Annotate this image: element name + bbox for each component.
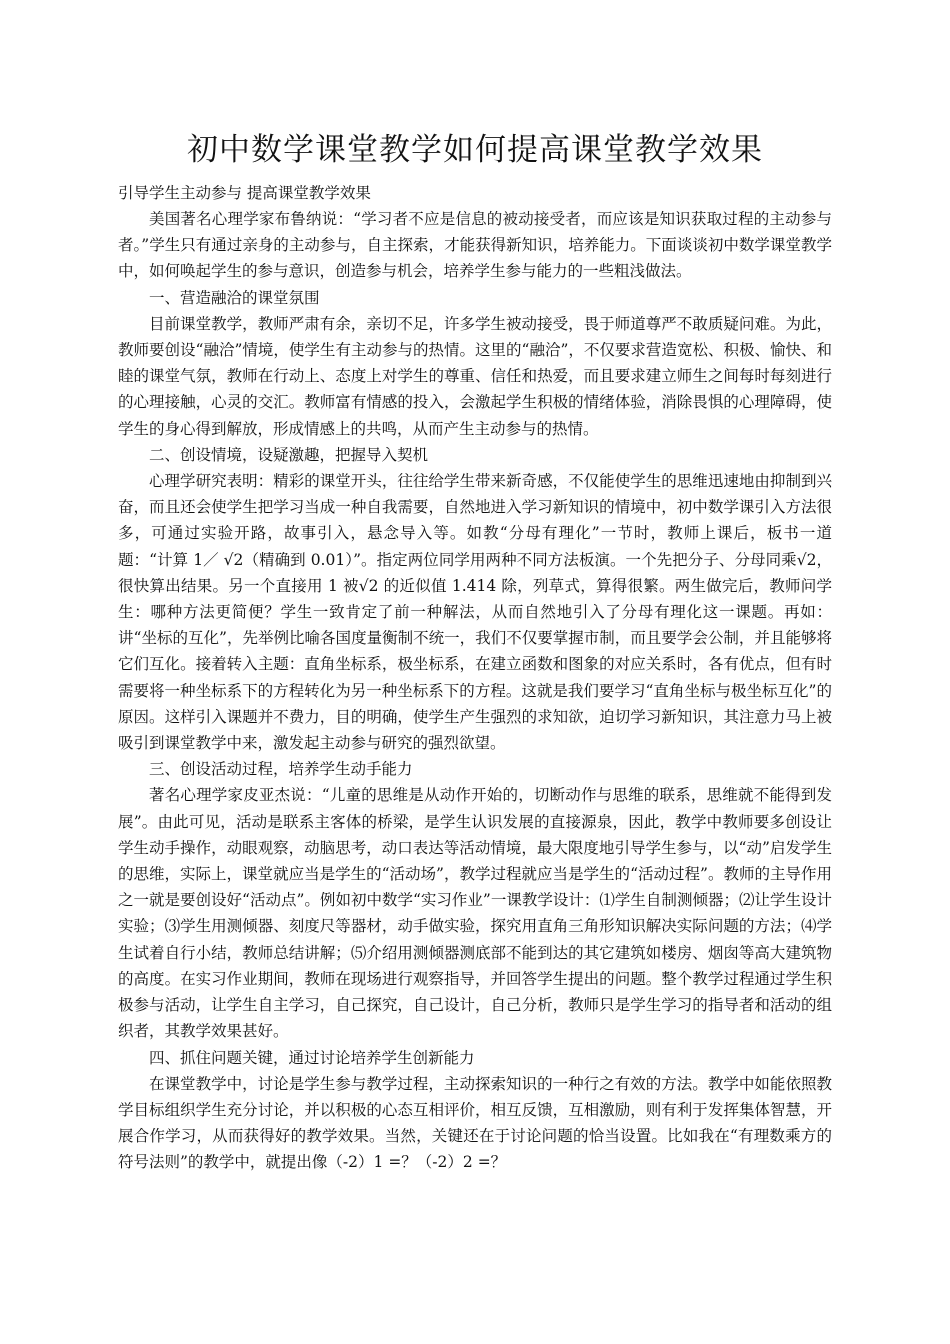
section-1-heading: 一、营造融洽的课堂氛围	[149, 288, 320, 307]
section-1-paragraph: 目前课堂教学，教师严肃有余，亲切不足，许多学生被动接受，畏于师道尊严不敢质疑问难。为此，教师要创设“融洽”情境，使学生有主动参与的热情。这里的“融洽”，不仅要求营造宽松、积极、愉快、和睦的课堂气氛，教师在行动上、态度上对学生的尊重、信任和热爱，而且要求建立师生之间每时每刻进行的心理接触，心灵的交汇。教师富有情感的投入，会激起学生积极的情绪体验，消除畏惧的心理障碍，使学生的身心得到解放，形成情感上的共鸣，从而产生主动参与的热情。	[118, 314, 832, 438]
document-title: 初中数学课堂教学如何提高课堂教学效果	[187, 132, 763, 168]
document-subtitle: 引导学生主动参与 提高课堂教学效果	[118, 184, 371, 202]
section-2-heading: 二、创设情境，设疑激趣，把握导入契机	[149, 445, 429, 464]
section-3-paragraph: 著名心理学家皮亚杰说：“儿童的思维是从动作开始的，切断动作与思维的联系，思维就不能得到发展”。由此可见，活动是联系主客体的桥梁，是学生认识发展的直接源泉，因此，教学中教师要多创设让学生动手操作，动眼观察，动脑思考，动口表达等活动情境，最大限度地引导学生参与，以“动”启发学生的思维，实际上，课堂就应当是学生的“活动场”，教学过程就应当是学生的“活动过程”。教师的主导作用之一就是要创设好“活动点”。例如初中数学“实习作业”一课教学设计：⑴学生自制测倾器；⑵让学生设计实验；⑶学生用测倾器、刻度尺等器材，动手做实验，探究用直角三角形知识解决实际问题的方法；⑷学生试着自行小结，教师总结讲解；⑸介绍用测倾器测底部不能到达的其它建筑如楼房、烟囱等高大建筑物的高度。在实习作业期间，教师在现场进行观察指导，并回答学生提出的问题。整个教学过程通过学生积极参与活动，让学生自主学习，自己探究，自己设计，自己分析，教师只是学生学习的指导者和活动的组织者，其教学效果甚好。	[118, 786, 832, 1041]
section-3-heading: 三、创设活动过程，培养学生动手能力	[149, 760, 413, 779]
section-2-paragraph: 心理学研究表明：精彩的课堂开头，往往给学生带来新奇感，不仅能使学生的思维迅速地由抑制到兴奋，而且还会使学生把学习当成一种自我需要，自然地进入学习新知识的情境中，初中数学课引入方法很多，可通过实验开路，故事引入，悬念导入等。如教“分母有理化”一节时，教师上课后，板书一道题：“计算 1／ √2（精确到 0.01）”。指定两位同学用两种不同方法板演。一个先把分子、分母同乘√2，很快算出结果。另一个直接用 1 被√2 的近似值 1.414 除，列草式，算得很繁。两生做完后，教师问学生：哪种方法更简便？学生一致肯定了前一种解法，从而自然地引入了分母有理化这一课题。再如：讲“坐标的互化”，先举例比喻各国度量衡制不统一，我们不仅要掌握市制，而且要学会公制，并且能够将它们互化。接着转入主题：直角坐标系，极坐标系，在建立函数和图象的对应关系时，各有优点，但有时需要将一种坐标系下的方程转化为另一种坐标系下的方程。这就是我们要学习“直角坐标与极坐标互化”的原因。这样引入课题并不费力，目的明确，使学生产生强烈的求知欲，迫切学习新知识，其注意力马上被吸引到课堂教学中来，激发起主动参与研究的强烈欲望。	[118, 472, 832, 753]
intro-paragraph: 美国著名心理学家布鲁纳说：“学习者不应是信息的被动接受者，而应该是知识获取过程的主动参与者。”学生只有通过亲身的主动参与，自主探索，才能获得新知识，培养能力。下面谈谈初中数学课堂教学中，如何唤起学生的参与意识，创造参与机会，培养学生参与能力的一些粗浅做法。	[118, 210, 832, 281]
section-4-paragraph: 在课堂教学中，讨论是学生参与教学过程，主动探索知识的一种行之有效的方法。教学中如能依照教学目标组织学生充分讨论，并以积极的心态互相评价，相互反馈，互相激励，则有利于发挥集体智慧，开展合作学习，从而获得好的教学效果。当然，关键还在于讨论问题的恰当设置。比如我在“有理数乘方的符号法则”的教学中，就提出像（-2）1 =？（-2）2 =？	[118, 1074, 832, 1172]
section-4-heading: 四、抓住问题关键，通过讨论培养学生创新能力	[149, 1048, 475, 1067]
document-page	[118, 128, 832, 1176]
